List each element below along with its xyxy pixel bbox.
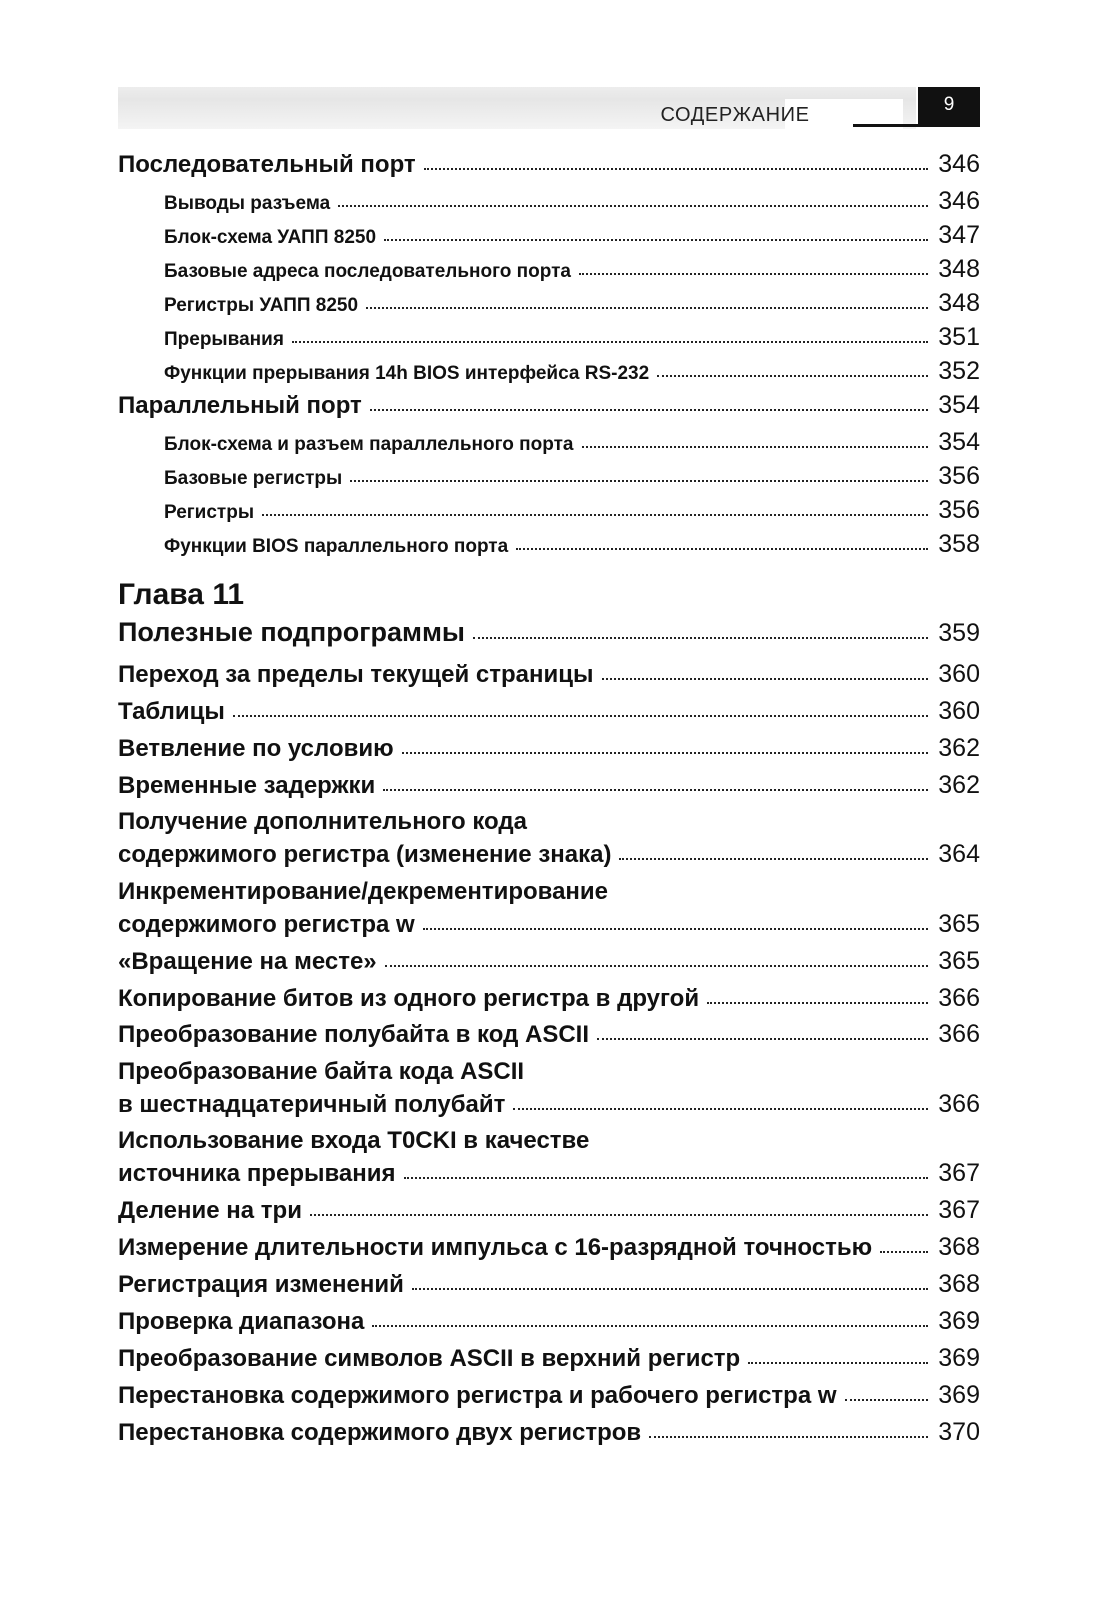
toc-entry-complement[interactable]	[118, 840, 980, 869]
dot-leader	[384, 237, 928, 241]
toc-entry-tables[interactable]	[118, 697, 980, 726]
toc-entry-page: 365	[938, 947, 980, 975]
toc-entry-title: Преобразование полубайта в код ASCII	[118, 1021, 589, 1048]
toc-entry-time-delays[interactable]	[118, 771, 980, 800]
toc-entry-page: 356	[938, 462, 980, 490]
toc-entry-title: Регистры УАПП 8250	[164, 295, 359, 316]
toc-entry-page: 356	[938, 496, 980, 524]
toc-entry-copy-bits[interactable]	[118, 984, 980, 1013]
toc-entry-registers[interactable]	[164, 496, 980, 525]
dot-leader	[707, 1000, 928, 1004]
toc-entry-page: 370	[938, 1418, 980, 1446]
toc-entry-title: Проверка диапазона	[118, 1308, 365, 1335]
toc-entry-title: Переход за пределы текущей страницы	[118, 661, 594, 688]
dot-leader	[619, 856, 928, 860]
toc-entry-page: 369	[938, 1344, 980, 1372]
toc-entry-interrupts[interactable]	[164, 323, 980, 352]
toc-entry-page: 359	[938, 619, 980, 647]
dot-leader	[516, 546, 928, 550]
toc-entry-page: 360	[938, 697, 980, 725]
toc-entry-title: в шестнадцатеричный полубайт	[118, 1091, 506, 1118]
dot-leader	[880, 1249, 928, 1253]
toc-entry-parallel-port[interactable]	[118, 391, 980, 420]
toc-entry-page: 346	[938, 150, 980, 178]
toc-entry-title: содержимого регистра (изменение знака)	[118, 841, 612, 868]
toc-entry-uart-block-diagram[interactable]	[164, 221, 980, 250]
toc-entry-title: Выводы разъема	[164, 193, 331, 214]
dot-leader	[649, 1434, 928, 1438]
toc-entry-title: Ветвление по условию	[118, 735, 394, 762]
toc-entry-title: Копирование битов из одного регистра в другой	[118, 985, 700, 1012]
toc-entry-page: 369	[938, 1307, 980, 1335]
toc-entry-page: 368	[938, 1270, 980, 1298]
toc-entry-title: Прерывания	[164, 329, 284, 350]
section-title: СОДЕРЖАНИЕ	[660, 104, 810, 126]
toc-entry-page: 352	[938, 357, 980, 385]
toc-entry-serial-port[interactable]	[118, 150, 980, 179]
toc-entry-ascii-to-nibble[interactable]	[118, 1090, 980, 1119]
toc-entry-connector-pins[interactable]	[164, 187, 980, 216]
toc-entry-page: 366	[938, 1090, 980, 1118]
dot-leader	[292, 339, 928, 343]
toc-entry-page: 354	[938, 428, 980, 456]
toc-entry-title: Параллельный порт	[118, 392, 362, 419]
toc-entry-page: 368	[938, 1233, 980, 1261]
toc-entry-rotate-in-place[interactable]	[118, 947, 980, 976]
toc-entry-page: 366	[938, 1020, 980, 1048]
toc-entry-page: 348	[938, 255, 980, 283]
toc-entry-page: 362	[938, 771, 980, 799]
toc-entry-bios-parallel-functions[interactable]	[164, 530, 980, 559]
dot-leader	[383, 787, 928, 791]
dot-leader	[402, 750, 929, 754]
toc-entry-page: 351	[938, 323, 980, 351]
toc-entry-page: 367	[938, 1159, 980, 1187]
toc-entry-uart-registers[interactable]	[164, 289, 980, 318]
toc-entry-parallel-block-diagram[interactable]	[164, 428, 980, 457]
dot-leader	[262, 512, 928, 516]
toc-entry-title: Перестановка содержимого регистра и рабочего регистра w	[118, 1382, 837, 1409]
toc-entry-page: 365	[938, 910, 980, 938]
dot-leader	[845, 1397, 929, 1401]
toc-entry-pulse-width[interactable]	[118, 1233, 980, 1262]
toc-entry-page: 366	[938, 984, 980, 1012]
toc-entry-title: Блок-схема УАПП 8250	[164, 227, 377, 248]
toc-entry-inc-dec[interactable]	[118, 910, 980, 939]
toc-entry-base-registers[interactable]	[164, 462, 980, 491]
dot-leader	[602, 676, 929, 680]
toc-entry-page: 360	[938, 660, 980, 688]
toc-entry-conditional-branch[interactable]	[118, 734, 980, 763]
toc-entry-title: Временные задержки	[118, 772, 376, 799]
chapter-title: Полезные подпрограммы	[118, 617, 465, 647]
dot-leader	[404, 1175, 929, 1179]
toc-entry-inc-dec-line1: Инкрементирование/декрементирование	[118, 878, 609, 905]
dot-leader	[579, 271, 928, 275]
dot-leader	[350, 478, 928, 482]
toc-entry-swap-two-registers[interactable]	[118, 1418, 980, 1447]
page-number: 9	[918, 87, 980, 127]
dot-leader	[473, 635, 928, 639]
dot-leader	[423, 926, 929, 930]
toc-entry-page: 346	[938, 187, 980, 215]
toc-entry-nibble-to-ascii[interactable]	[118, 1020, 980, 1049]
toc-entry-ascii-uppercase[interactable]	[118, 1344, 980, 1373]
toc-entry-page: 358	[938, 530, 980, 558]
toc-entry-page: 362	[938, 734, 980, 762]
toc-entry-ascii-to-nibble-line1: Преобразование байта кода ASCII	[118, 1058, 525, 1085]
dot-leader	[385, 963, 929, 967]
dot-leader	[366, 305, 928, 309]
toc-entry-divide-by-three[interactable]	[118, 1196, 980, 1225]
toc-entry-change-logging[interactable]	[118, 1270, 980, 1299]
toc-entry-title: Регистрация изменений	[118, 1271, 404, 1298]
toc-entry-title: Последовательный порт	[118, 151, 416, 178]
toc-entry-page: 369	[938, 1381, 980, 1409]
chapter-label: Глава 11	[118, 578, 245, 611]
toc-entry-title: Таблицы	[118, 698, 225, 725]
toc-entry-title: Базовые адреса последовательного порта	[164, 261, 571, 282]
toc-entry-title: Функции прерывания 14h BIOS интерфейса RS-232	[164, 363, 650, 384]
toc-entry-bios-rs232-functions[interactable]	[164, 357, 980, 386]
toc-entry-page: 354	[938, 391, 980, 419]
toc-entry-title: Регистры	[164, 502, 255, 523]
dot-leader	[748, 1360, 928, 1364]
toc-entry-title: Базовые регистры	[164, 468, 343, 489]
toc-entry-chapter-title[interactable]	[118, 617, 980, 648]
dot-leader	[310, 1212, 928, 1216]
toc-entry-page: 367	[938, 1196, 980, 1224]
toc-entry-title: Преобразование символов ASCII в верхний регистр	[118, 1345, 741, 1372]
toc-entry-title: Функции BIOS параллельного порта	[164, 536, 509, 557]
dot-leader	[657, 373, 928, 377]
toc-entry-page-crossing[interactable]	[118, 660, 980, 689]
toc-entry-title: «Вращение на месте»	[118, 948, 377, 975]
toc-entry-serial-base-addresses[interactable]	[164, 255, 980, 284]
dot-leader	[513, 1106, 928, 1110]
dot-leader	[338, 203, 928, 207]
toc-entry-title: содержимого регистра w	[118, 911, 415, 938]
toc-entry-page: 364	[938, 840, 980, 868]
dot-leader	[424, 166, 929, 170]
dot-leader	[412, 1286, 928, 1290]
toc-entry-title: Измерение длительности импульса с 16-разрядной точностью	[118, 1234, 873, 1261]
toc-entry-range-check[interactable]	[118, 1307, 980, 1336]
toc-entry-title: источника прерывания	[118, 1160, 396, 1187]
dot-leader	[597, 1036, 928, 1040]
toc-entry-page: 348	[938, 289, 980, 317]
toc-entry-swap-with-w[interactable]	[118, 1381, 980, 1410]
dot-leader	[370, 407, 928, 411]
toc-entry-title: Деление на три	[118, 1197, 302, 1224]
toc-entry-t0cki-interrupt[interactable]	[118, 1159, 980, 1188]
toc-entry-title: Перестановка содержимого двух регистров	[118, 1419, 642, 1446]
toc-entry-title: Блок-схема и разъем параллельного порта	[164, 434, 574, 455]
dot-leader	[233, 713, 928, 717]
toc-entry-complement-line1: Получение дополнительного кода	[118, 808, 527, 835]
dot-leader	[372, 1323, 928, 1327]
dot-leader	[582, 444, 929, 448]
toc-entry-page: 347	[938, 221, 980, 249]
toc-entry-t0cki-line1: Использование входа T0CKI в качестве	[118, 1127, 590, 1154]
